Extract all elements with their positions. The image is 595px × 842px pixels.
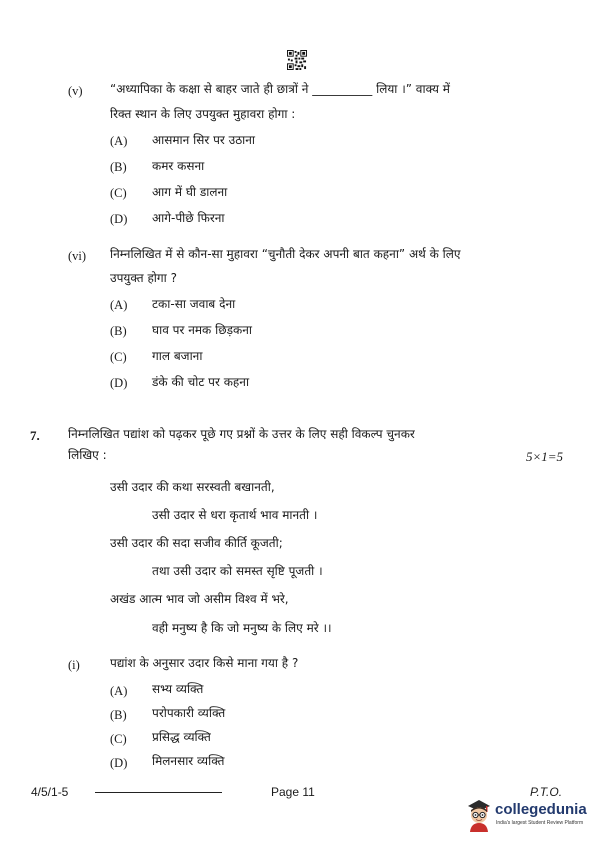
marks-label: 5×1=5: [526, 449, 564, 464]
question-number: (vi): [68, 249, 87, 263]
option-letter: (A): [110, 684, 128, 698]
option-letter: (D): [110, 212, 128, 226]
option-letter: (C): [110, 350, 127, 364]
option-text: टका-सा जवाब देना: [152, 297, 236, 311]
option-letter: (B): [110, 160, 127, 174]
option-text: सभ्य व्यक्ति: [152, 682, 204, 696]
question-text: निम्नलिखित पद्यांश को पढ़कर पूछे गए प्रश्नों के उत्तर के लिए सही विकल्प चुनकर: [68, 427, 415, 441]
question-text: पद्यांश के अनुसार उदार किसे माना गया है ?: [110, 656, 299, 670]
question-number: (i): [68, 658, 80, 672]
option-text: परोपकारी व्यक्ति: [152, 706, 226, 720]
option-letter: (B): [110, 324, 127, 338]
question-text: उपयुक्त होगा ?: [110, 271, 177, 285]
option-text: आसमान सिर पर उठाना: [152, 133, 256, 147]
option-text: घाव पर नमक छिड़कना: [152, 323, 253, 337]
option-letter: (C): [110, 186, 127, 200]
poem-line: उसी उदार की सदा सजीव कीर्ति कूजती;: [110, 536, 283, 550]
option-letter: (B): [110, 708, 127, 722]
logo-name: collegedunia: [495, 801, 587, 818]
footer-rule: [95, 792, 222, 793]
question-number: (v): [68, 84, 83, 98]
poem-line: उसी उदार की कथा सरस्वती बखानती,: [110, 480, 275, 494]
option-letter: (D): [110, 756, 128, 770]
option-text: आग में घी डालना: [152, 185, 228, 199]
option-letter: (A): [110, 134, 128, 148]
question-text: निम्नलिखित में से कौन-सा मुहावरा “चुनौती देकर अपनी बात कहना” अर्थ के लिए: [110, 247, 461, 261]
collegedunia-logo: [465, 796, 591, 836]
poem-line: उसी उदार से धरा कृतार्थ भाव मानती ।: [152, 508, 318, 522]
paper-code: 4/5/1-5: [31, 785, 69, 799]
option-letter: (A): [110, 298, 128, 312]
question-text: “अध्यापिका के कक्षा से बाहर जाते ही छात्रों ने __________ लिया ।” वाक्य में: [110, 82, 450, 96]
poem-line: तथा उसी उदार को समस्त सृष्टि पूजती ।: [152, 564, 323, 578]
option-text: डंके की चोट पर कहना: [152, 375, 250, 389]
poem-line: अखंड आत्म भाव जो असीम विश्व में भरे,: [110, 592, 289, 606]
logo-tagline: India's largest Student Review Platform: [496, 820, 584, 826]
question-text: रिक्त स्थान के लिए उपयुक्त मुहावरा होगा :: [110, 107, 296, 121]
option-text: मिलनसार व्यक्ति: [152, 754, 225, 768]
question-number: 7.: [30, 428, 40, 443]
option-letter: (D): [110, 376, 128, 390]
option-text: कमर कसना: [152, 159, 205, 173]
option-text: प्रसिद्ध व्यक्ति: [152, 730, 211, 744]
mascot-icon: [465, 798, 493, 832]
question-text: लिखिए :: [68, 448, 107, 462]
poem-line: वही मनुष्य है कि जो मनुष्य के लिए मरे ।।: [152, 621, 332, 635]
qr-code-icon: [287, 50, 307, 70]
page-number: Page 11: [271, 785, 315, 799]
pto-label: P.T.O.: [530, 785, 563, 799]
option-letter: (C): [110, 732, 127, 746]
option-text: आगे-पीछे फिरना: [152, 211, 225, 225]
option-text: गाल बजाना: [152, 349, 203, 363]
